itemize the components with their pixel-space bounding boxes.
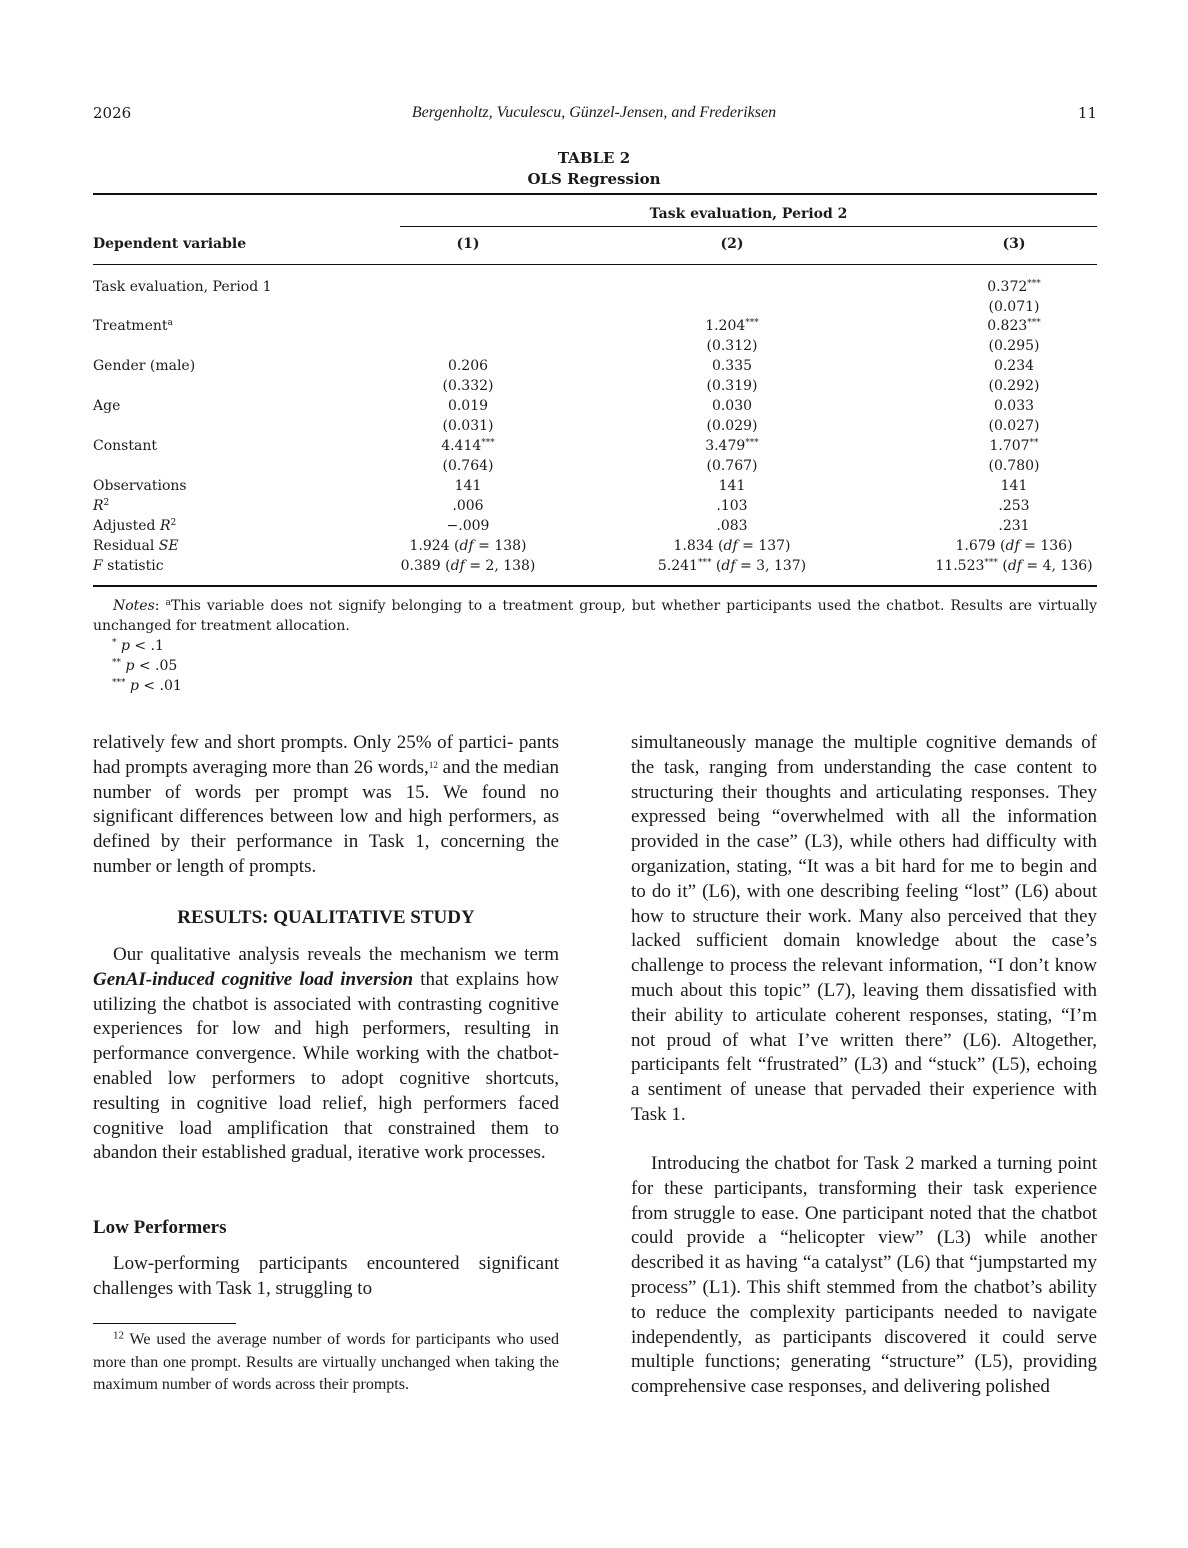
table-cell: 0.019 (447, 398, 489, 414)
table-row-label: $R^2$ (93, 498, 110, 514)
table-cell: 1.204*** (705, 318, 759, 334)
table-notes: Notes: $^a$This variable does not signify belonging to a treatment group, but whether participants used the chatbot. Results are virtually unchanged for treatment allocation. (93, 598, 1097, 634)
table-row-label: Task evaluation, Period 1 (93, 279, 272, 295)
table-title: OLS Regression (527, 170, 661, 188)
table-row-label: Adjusted $R^2$ (93, 518, 177, 534)
table-cell: 1.679 (df = 136) (955, 538, 1073, 554)
table-cell: 141 (718, 478, 746, 494)
table-column-header-2: (2) (720, 236, 744, 252)
header-year: 2026 (93, 104, 132, 122)
body-paragraph: Our qualitative analysis reveals the mechanism we term GenAI-induced cognitive load inversion that explains how utilizing the chatbot is associated with contrasting cognitive experiences for low and high performers, resulting in performance convergence. While working with the chatbot-enabled low performers to adopt cognitive shortcuts, resulting in cognitive load relief, high performers faced cognitive load amplification that constrained them to abandon their established gradual, iterative work processes. (93, 944, 559, 1164)
table-cell-se: (0.029) (706, 418, 758, 434)
table-cell: 0.033 (993, 398, 1035, 414)
footnote: $^{12}$ We used the average number of words for participants who used more than one prompt. Results are virtually unchanged when taking the maximum number of words across their prompts. (93, 1329, 559, 1393)
table-row-label: F statistic (93, 558, 164, 574)
table-cell: 0.823*** (987, 318, 1041, 334)
table-cell-se: (0.767) (706, 458, 758, 474)
table-cell: 0.234 (993, 358, 1035, 374)
table-cell: .006 (452, 498, 484, 514)
table-cell: .103 (716, 498, 748, 514)
table-column-header-1: (1) (456, 236, 480, 252)
table-cell-se: (0.312) (706, 338, 758, 354)
table-cell: 141 (454, 478, 482, 494)
table-number: TABLE 2 (557, 149, 631, 167)
table-row-label: Constant (93, 438, 157, 454)
table-bottom-rule (93, 585, 1097, 587)
table-cell: 4.414*** (441, 438, 495, 454)
table-cell: 5.241*** (df = 3, 137) (657, 558, 807, 574)
table-row-label: Age (93, 398, 121, 414)
significance-note: *** p < .01 (112, 678, 182, 694)
table-cell-se: (0.319) (706, 378, 758, 394)
table-spanner-header: Task evaluation, Period 2 (649, 206, 848, 222)
table-cell-se: (0.027) (988, 418, 1040, 434)
header-authors: Bergenholtz, Vuculescu, Günzel-Jensen, and Frederiksen (411, 104, 777, 121)
footnote-rule (93, 1323, 236, 1324)
section-heading: RESULTS: QUALITATIVE STUDY (177, 907, 475, 928)
significance-note: * p < .1 (112, 638, 164, 654)
table-dependent-variable-header: Dependent variable (93, 236, 247, 252)
table-cell: 11.523*** (df = 4, 136) (935, 558, 1093, 574)
table-top-rule (93, 193, 1097, 195)
table-row-label: Gender (male) (93, 358, 196, 374)
table-spanner-rule (400, 226, 1097, 227)
table-cell: .231 (998, 518, 1030, 534)
table-cell-se: (0.780) (988, 458, 1040, 474)
body-paragraph: relatively few and short prompts. Only 25% of partici- pants had prompts averaging more than 26 words,$^{12}$ and the median number of words per prompt was 15. We found no significant differences between low and high performers, as defined by their performance in Task 1, concerning the number or length of prompts. (93, 732, 560, 877)
table-row-label: Treatment$^a$ (93, 318, 173, 334)
body-paragraph: simultaneously manage the multiple cognitive demands of the task, ranging from understanding the case content to structuring their thoughts and articulating responses. They expressed being “overwhelmed with all the information provided in the case” (L3), while others had difficulty with organization, stating, “It was a bit hard for me to begin and to do it” (L6), with one describing feeling “lost” (L6) about how to structure their work. Many also perceived that they lacked sufficient domain knowledge about the case’s challenge to process the relevant information, “I don’t know much about this topic” (L7), leaving them dissatisfied with their ability to articulate coherent responses, stating, “I’m not proud of what I’ve written there” (L6). Altogether, participants felt “frustrated” (L3) and “stuck” (L5), echoing a sentiment of unease that pervaded their experience with Task 1. (631, 732, 1097, 1125)
table-cell: 1.834 (df = 137) (673, 538, 791, 554)
page-number: 11 (1077, 104, 1097, 122)
table-row-label: Observations (93, 478, 187, 494)
body-paragraph: Low-performing participants encountered significant challenges with Task 1, struggling to (93, 1253, 559, 1299)
table-cell-se: (0.332) (442, 378, 494, 394)
significance-note: ** p < .05 (112, 658, 178, 674)
table-cell: 1.924 (df = 138) (409, 538, 527, 554)
table-cell: 0.030 (711, 398, 753, 414)
table-cell: .253 (998, 498, 1030, 514)
table-header-rule (93, 264, 1097, 265)
table-cell-se: (0.764) (442, 458, 494, 474)
table-cell: 1.707** (989, 438, 1039, 454)
subsection-heading: Low Performers (93, 1217, 227, 1238)
table-cell: −.009 (446, 518, 490, 534)
table-row-label: Residual SE (93, 538, 179, 554)
table-cell-se: (0.031) (442, 418, 494, 434)
table-cell-se: (0.292) (988, 378, 1040, 394)
table-cell-se: (0.071) (988, 299, 1040, 315)
table-cell-se: (0.295) (988, 338, 1040, 354)
table-cell: .083 (716, 518, 748, 534)
body-paragraph: Introducing the chatbot for Task 2 marked a turning point for these participants, transforming their task experience from struggle to ease. One participant noted that the chatbot could provide a “helicopter view” (L3) while another described it as having “a catalyst” (L6) that “jumpstarted my process” (L1). This shift stemmed from the chatbot’s ability to reduce the complexity participants needed to navigate independently, as participants discovered it could serve multiple functions; generating “structure” (L5), providing comprehensive case responses, and delivering polished (631, 1153, 1097, 1398)
table-cell: 0.335 (711, 358, 753, 374)
table-cell: 0.206 (447, 358, 489, 374)
table-column-header-3: (3) (1002, 236, 1026, 252)
table-cell: 0.389 (df = 2, 138) (400, 558, 536, 574)
table-cell: 0.372*** (987, 279, 1041, 295)
table-cell: 3.479*** (705, 438, 759, 454)
table-cell: 141 (1000, 478, 1028, 494)
